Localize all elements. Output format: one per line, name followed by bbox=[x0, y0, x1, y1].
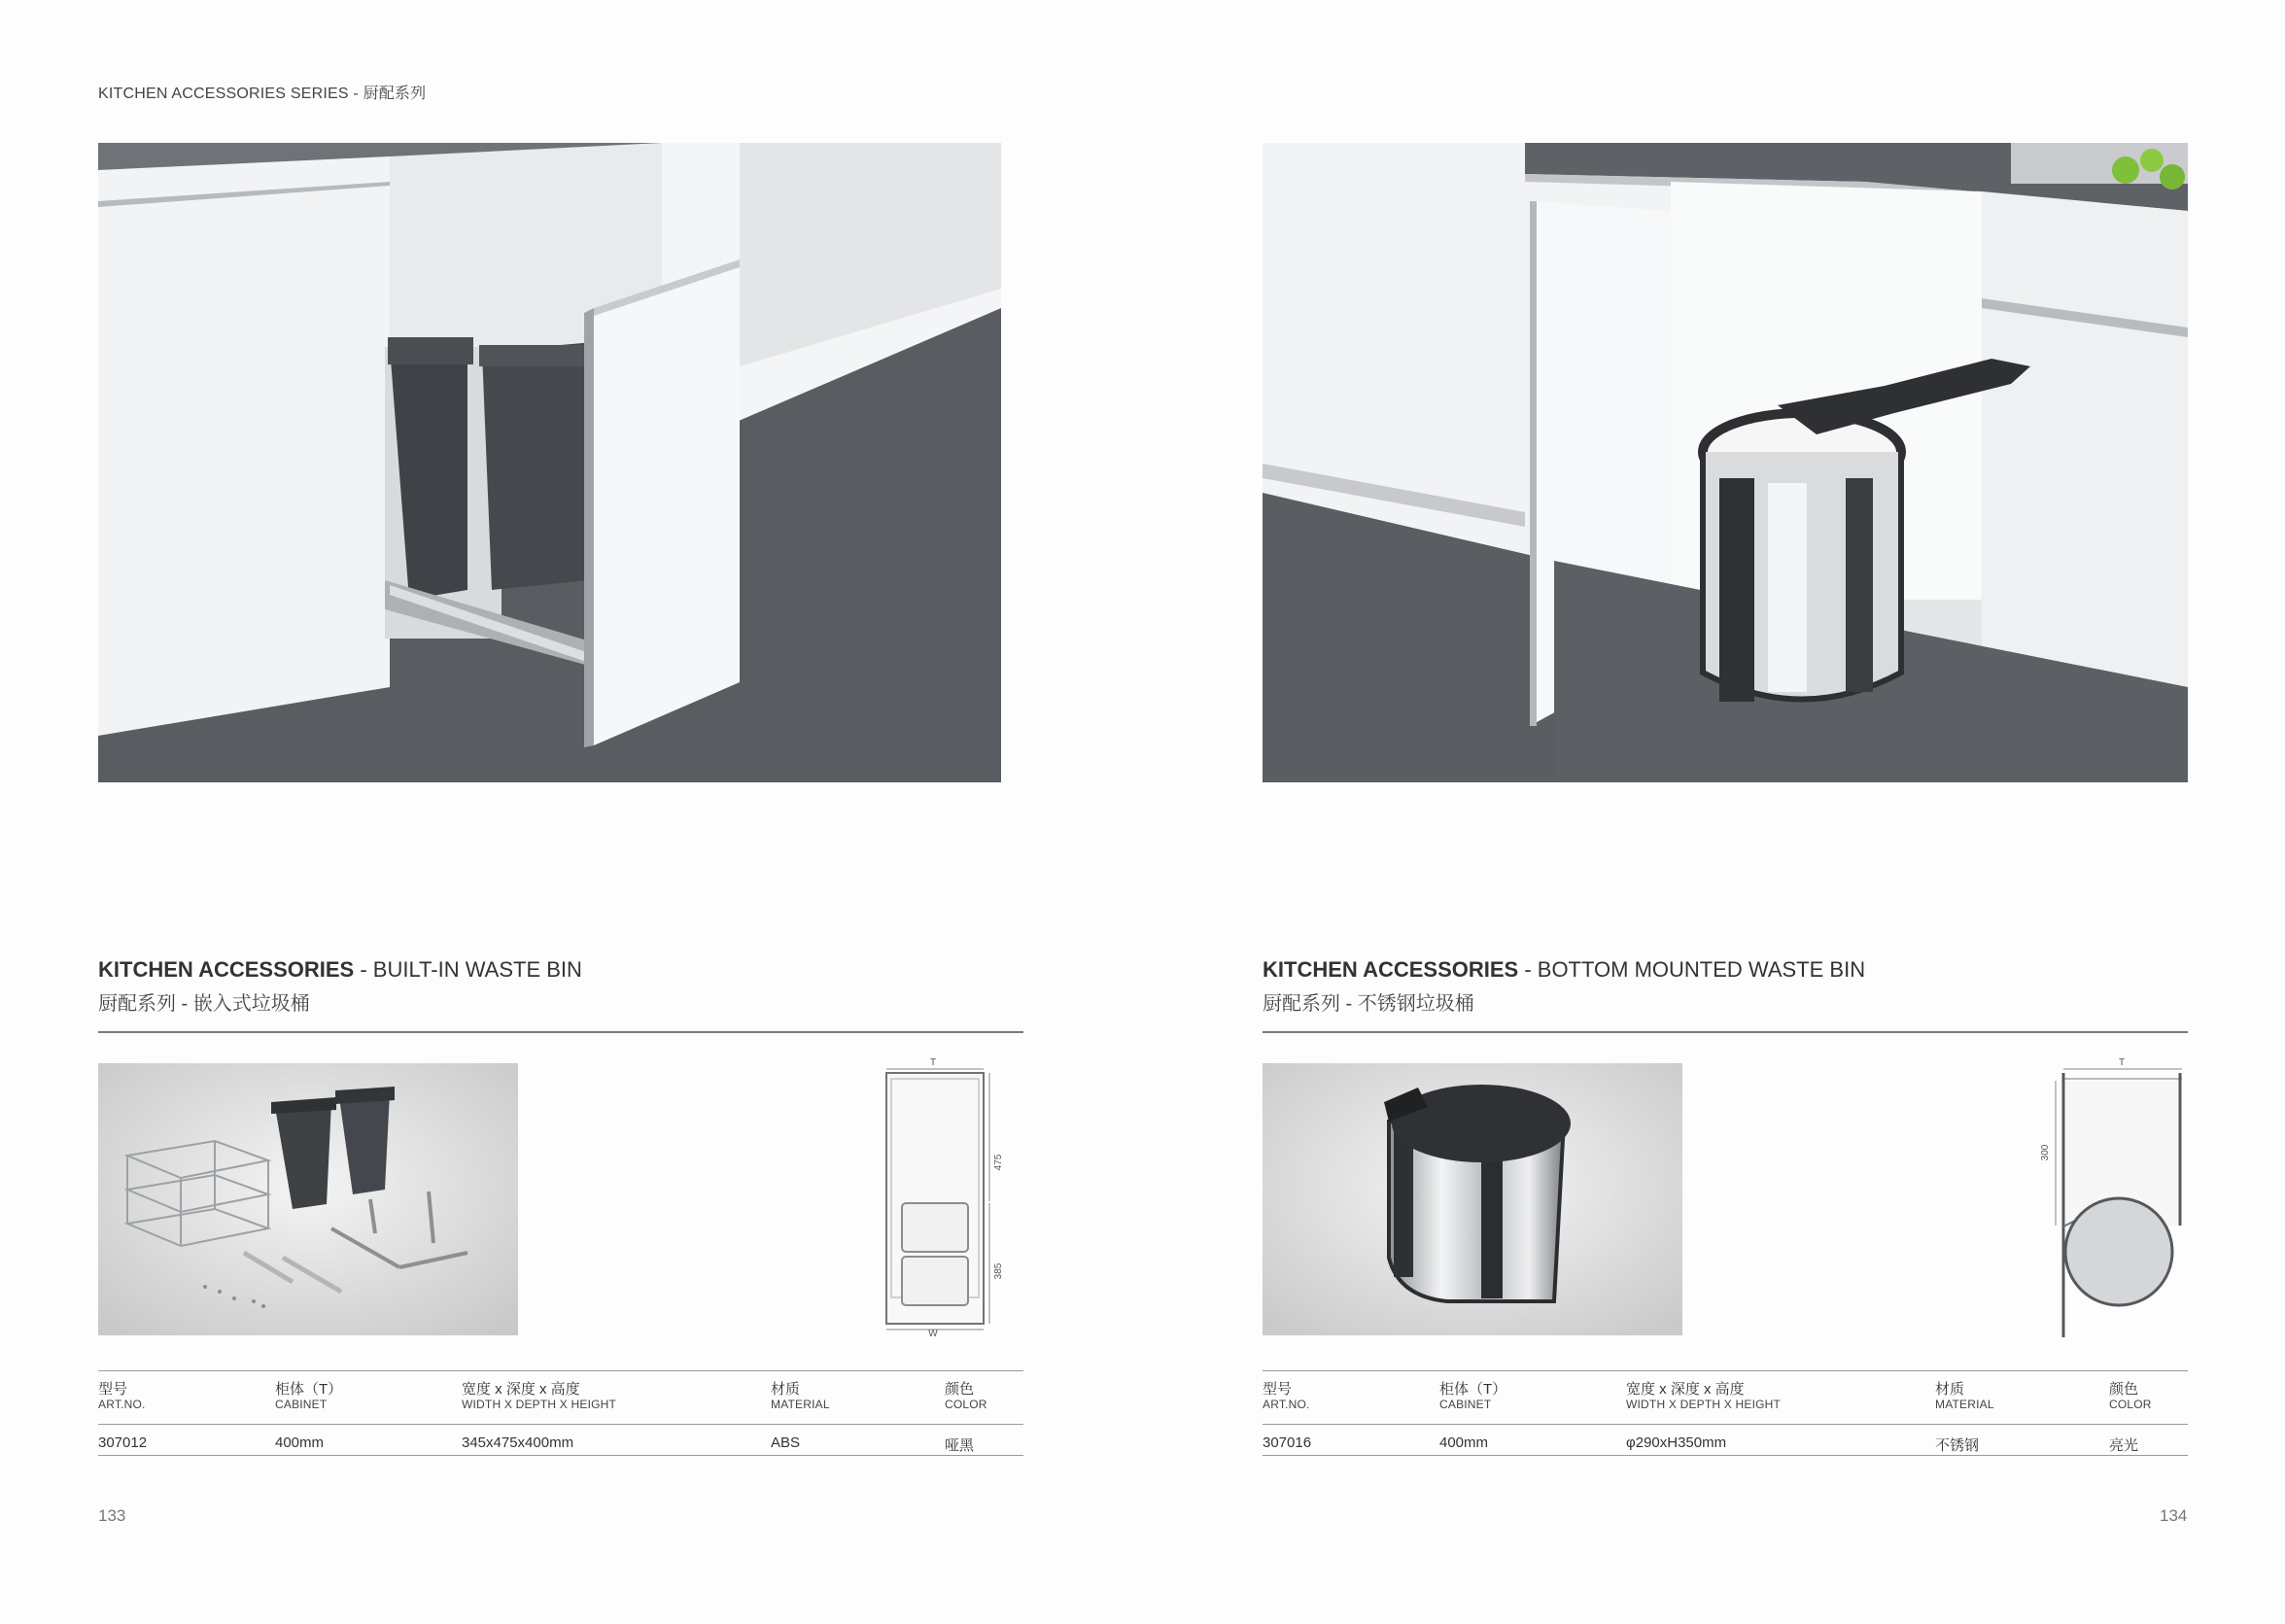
left-diagram-height-label: 385 bbox=[993, 1262, 1004, 1280]
left-col-artno-cn: 型号 bbox=[98, 1381, 128, 1398]
right-spec-table bbox=[1263, 1370, 2188, 1458]
right-table-bottom-rule bbox=[1263, 1455, 2188, 1456]
right-diagram-depth-label: 300 bbox=[2040, 1144, 2051, 1161]
left-col-color-en: COLOR bbox=[945, 1398, 987, 1411]
left-cell-artno: 307012 bbox=[98, 1434, 148, 1451]
left-col-material-cn: 材质 bbox=[771, 1381, 801, 1398]
left-table-bottom-rule bbox=[98, 1455, 1023, 1456]
left-table-mid-rule bbox=[98, 1424, 1023, 1425]
right-title-rest: - BOTTOM MOUNTED WASTE BIN bbox=[1518, 957, 1866, 982]
right-title-bold: KITCHEN ACCESSORIES bbox=[1263, 957, 1519, 982]
left-cell-cabinet: 400mm bbox=[275, 1434, 325, 1451]
right-section-subtitle: 厨配系列 - 不锈钢垃圾桶 bbox=[1263, 993, 1474, 1015]
left-diagram-top-label: T bbox=[929, 1057, 937, 1068]
right-col-material-en: MATERIAL bbox=[1935, 1398, 1994, 1411]
left-diagram-depth-label: 475 bbox=[993, 1154, 1004, 1171]
left-col-dimensions-en: WIDTH X DEPTH X HEIGHT bbox=[462, 1398, 617, 1411]
left-spec-table bbox=[98, 1370, 1023, 1458]
built-in-waste-bin-diagram bbox=[875, 1055, 1021, 1337]
left-col-artno-en: ART.NO. bbox=[98, 1398, 146, 1411]
right-col-dimensions-en: WIDTH X DEPTH X HEIGHT bbox=[1626, 1398, 1782, 1411]
left-diagram-width-label: W bbox=[928, 1329, 938, 1337]
left-col-cabinet-cn: 柜体（T） bbox=[275, 1381, 343, 1398]
left-title-rest: - BUILT-IN WASTE BIN bbox=[354, 957, 582, 982]
series-header: KITCHEN ACCESSORIES SERIES - 厨配系列 bbox=[98, 86, 427, 102]
left-cell-dimensions: 345x475x400mm bbox=[462, 1434, 574, 1451]
right-cell-cabinet: 400mm bbox=[1439, 1434, 1489, 1451]
right-cell-artno: 307016 bbox=[1263, 1434, 1312, 1451]
right-col-color-en: COLOR bbox=[2109, 1398, 2152, 1411]
left-section-subtitle: 厨配系列 - 嵌入式垃圾桶 bbox=[98, 993, 310, 1015]
bottom-mounted-waste-bin-thumbnail bbox=[1263, 1063, 1682, 1335]
left-col-dimensions-cn: 宽度 x 深度 x 高度 bbox=[462, 1381, 580, 1398]
left-page-number: 133 bbox=[98, 1506, 126, 1525]
left-col-material-en: MATERIAL bbox=[771, 1398, 830, 1411]
left-col-color-cn: 颜色 bbox=[945, 1381, 975, 1398]
left-col-cabinet-en: CABINET bbox=[275, 1398, 328, 1411]
right-col-cabinet-cn: 柜体（T） bbox=[1439, 1381, 1507, 1398]
right-col-material-cn: 材质 bbox=[1935, 1381, 1965, 1398]
right-diagram-top-label: T bbox=[2118, 1057, 2126, 1068]
left-cell-material: ABS bbox=[771, 1434, 801, 1451]
left-section-divider bbox=[98, 1031, 1023, 1033]
left-title-bold: KITCHEN ACCESSORIES bbox=[98, 957, 355, 982]
left-section-title bbox=[98, 957, 582, 983]
right-cell-color: 亮光 bbox=[2109, 1437, 2139, 1454]
bottom-mounted-waste-bin-photo bbox=[1263, 143, 2188, 782]
right-col-dimensions-cn: 宽度 x 深度 x 高度 bbox=[1626, 1381, 1745, 1398]
right-col-artno-en: ART.NO. bbox=[1263, 1398, 1310, 1411]
right-col-artno-cn: 型号 bbox=[1263, 1381, 1293, 1398]
right-cell-dimensions: φ290xH350mm bbox=[1626, 1434, 1727, 1451]
right-cell-material: 不锈钢 bbox=[1935, 1437, 1980, 1454]
right-section-title bbox=[1263, 957, 1865, 983]
right-col-cabinet-en: CABINET bbox=[1439, 1398, 1492, 1411]
right-page-number: 134 bbox=[2160, 1506, 2188, 1525]
bottom-mounted-waste-bin-diagram bbox=[2036, 1055, 2192, 1337]
built-in-waste-bin-photo bbox=[98, 143, 1001, 782]
built-in-waste-bin-parts-thumbnail bbox=[98, 1063, 518, 1335]
left-cell-color: 哑黑 bbox=[945, 1437, 975, 1454]
right-table-mid-rule bbox=[1263, 1424, 2188, 1425]
right-section-divider bbox=[1263, 1031, 2188, 1033]
right-col-color-cn: 颜色 bbox=[2109, 1381, 2139, 1398]
